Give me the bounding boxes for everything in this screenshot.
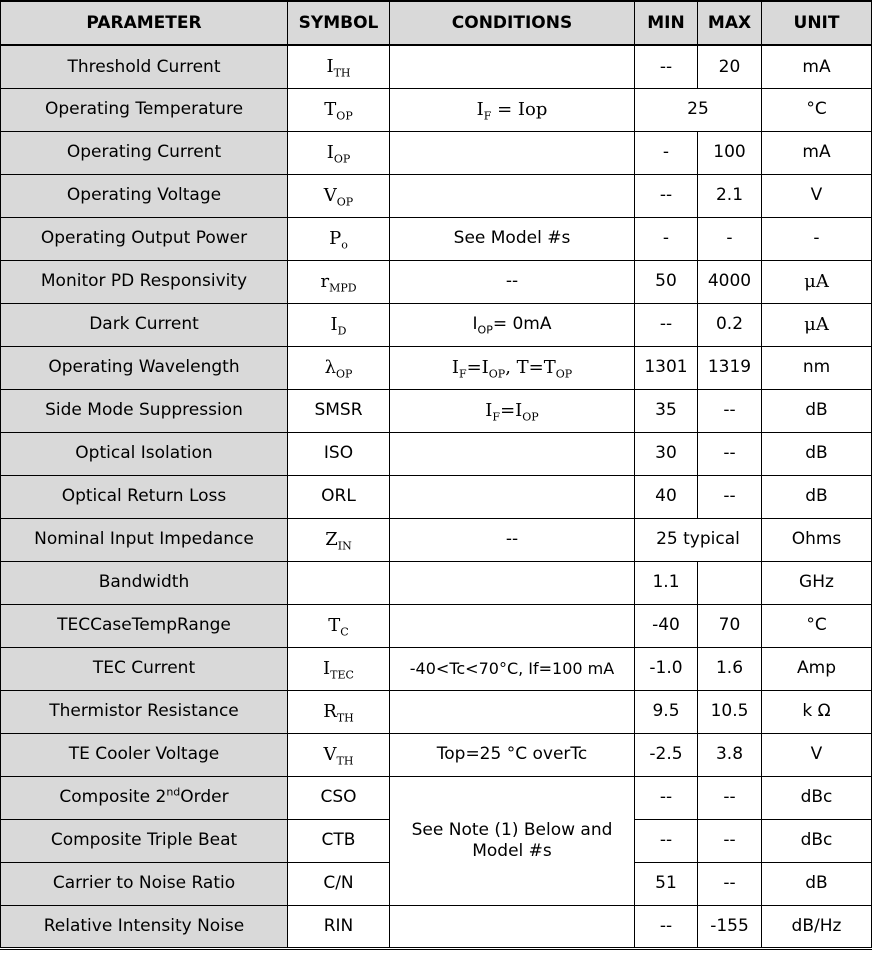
symbol-text: I (330, 313, 338, 335)
cond-subscript: OP (522, 410, 539, 424)
symbol-cell (288, 88, 390, 131)
param-text: Composite 2 (59, 787, 167, 808)
param-cell: Bandwidth (1, 561, 288, 604)
cond-subscript: F (483, 109, 492, 123)
max-cell: 20 (698, 45, 762, 88)
symbol-text: V (323, 743, 337, 765)
param-cell: Dark Current (1, 303, 288, 346)
max-cell: -- (698, 776, 762, 819)
conditions-cell: -- (390, 518, 635, 561)
conditions-cell: -- (390, 260, 635, 303)
cond-text: I (476, 98, 484, 120)
table-row (1, 647, 872, 690)
table-row (1, 776, 872, 819)
symbol-text: P (329, 227, 342, 249)
conditions-cell (390, 905, 635, 948)
min-cell: -- (635, 776, 698, 819)
cond-text: I (472, 314, 478, 335)
symbol-subscript: TH (333, 66, 351, 80)
unit-cell: Ohms (762, 518, 872, 561)
min-max-merged-cell: 25 (635, 88, 762, 131)
table-row (1, 475, 872, 518)
symbol-cell (288, 45, 390, 88)
symbol-subscript: MPD (329, 281, 357, 295)
param-cell: Operating Temperature (1, 88, 288, 131)
symbol-text: T (328, 614, 341, 636)
symbol-subscript: OP (336, 109, 353, 123)
table-row (1, 131, 872, 174)
unit-cell: V (762, 174, 872, 217)
min-cell: 1.1 (635, 561, 698, 604)
symbol-cell (288, 604, 390, 647)
conditions-cell (390, 45, 635, 88)
conditions-cell (390, 346, 635, 389)
symbol-text: Z (325, 528, 338, 550)
max-cell: -- (698, 475, 762, 518)
conditions-cell (390, 131, 635, 174)
max-cell: - (698, 217, 762, 260)
param-cell: Carrier to Noise Ratio (1, 862, 288, 905)
max-cell: -- (698, 389, 762, 432)
symbol-cell (288, 174, 390, 217)
min-cell: - (635, 131, 698, 174)
max-cell: 0.2 (698, 303, 762, 346)
unit-cell: dBc (762, 776, 872, 819)
symbol-text: I (326, 141, 334, 163)
unit-cell: dB (762, 389, 872, 432)
min-cell: - (635, 217, 698, 260)
max-cell: 2.1 (698, 174, 762, 217)
conditions-cell (390, 303, 635, 346)
param-cell: TEC Current (1, 647, 288, 690)
max-cell: -- (698, 819, 762, 862)
param-cell: Monitor PD Responsivity (1, 260, 288, 303)
cond-subscript: OP (477, 323, 493, 337)
symbol-text: I (323, 657, 331, 679)
symbol-cell (288, 647, 390, 690)
conditions-cell (390, 690, 635, 733)
symbol-subscript: OP (336, 367, 353, 381)
param-cell: Operating Current (1, 131, 288, 174)
conditions-cell (390, 389, 635, 432)
max-cell: 1319 (698, 346, 762, 389)
conditions-cell (390, 604, 635, 647)
param-cell: Threshold Current (1, 45, 288, 88)
cond-text: I (485, 399, 493, 421)
symbol-text: R (323, 700, 337, 722)
conditions-cell: See Model #s (390, 217, 635, 260)
header-unit: UNIT (762, 1, 872, 45)
table-row (1, 690, 872, 733)
min-cell: 40 (635, 475, 698, 518)
symbol-cell: SMSR (288, 389, 390, 432)
symbol-cell (288, 303, 390, 346)
cond-text: , T=T (505, 356, 556, 378)
symbol-subscript: C (340, 625, 349, 639)
symbol-cell (288, 260, 390, 303)
symbol-cell (288, 518, 390, 561)
min-cell: -- (635, 45, 698, 88)
cond-text: =I (466, 356, 489, 378)
table-row (1, 217, 872, 260)
symbol-cell: CTB (288, 819, 390, 862)
min-cell: 35 (635, 389, 698, 432)
unit-cell: GHz (762, 561, 872, 604)
min-cell: 51 (635, 862, 698, 905)
unit-cell: Amp (762, 647, 872, 690)
header-parameter: PARAMETER (1, 1, 288, 45)
table-row (1, 733, 872, 776)
table-row (1, 905, 872, 948)
max-cell: 4000 (698, 260, 762, 303)
table-row (1, 432, 872, 475)
merged-note-cell: See Note (1) Below and Model #s (390, 776, 635, 905)
unit-cell: dB/Hz (762, 905, 872, 948)
min-cell: 9.5 (635, 690, 698, 733)
param-superscript: nd (166, 785, 181, 799)
max-cell: 10.5 (698, 690, 762, 733)
symbol-subscript: TEC (330, 668, 354, 682)
table-row (1, 604, 872, 647)
symbol-cell (288, 346, 390, 389)
symbol-cell (288, 690, 390, 733)
unit-cell: μA (762, 303, 872, 346)
max-cell: -- (698, 432, 762, 475)
max-cell (698, 561, 762, 604)
unit-cell: dB (762, 475, 872, 518)
unit-cell: - (762, 217, 872, 260)
symbol-cell (288, 131, 390, 174)
param-text: Order (180, 787, 229, 808)
symbol-subscript: OP (333, 152, 351, 166)
table-row (1, 88, 872, 131)
conditions-cell (390, 561, 635, 604)
table-row (1, 346, 872, 389)
max-cell: -155 (698, 905, 762, 948)
cond-text: I (451, 356, 459, 378)
cond-subscript: OP (488, 367, 506, 381)
symbol-subscript: o (341, 238, 348, 252)
max-cell: 100 (698, 131, 762, 174)
symbol-text: T (324, 98, 337, 120)
unit-cell: mA (762, 45, 872, 88)
conditions-cell (390, 432, 635, 475)
header-row (1, 1, 872, 45)
conditions-cell: Top=25 °C overTc (390, 733, 635, 776)
min-cell: -- (635, 303, 698, 346)
header-min: MIN (635, 1, 698, 45)
table-row (1, 174, 872, 217)
param-cell: Relative Intensity Noise (1, 905, 288, 948)
min-cell: -40 (635, 604, 698, 647)
min-cell: 50 (635, 260, 698, 303)
param-cell: Operating Output Power (1, 217, 288, 260)
conditions-cell (390, 475, 635, 518)
header-max: MAX (698, 1, 762, 45)
min-cell: -1.0 (635, 647, 698, 690)
cond-text: = Iop (491, 98, 548, 120)
header-conditions: CONDITIONS (390, 1, 635, 45)
param-cell: TE Cooler Voltage (1, 733, 288, 776)
param-cell: Thermistor Resistance (1, 690, 288, 733)
min-cell: -2.5 (635, 733, 698, 776)
symbol-cell (288, 217, 390, 260)
symbol-cell: RIN (288, 905, 390, 948)
cond-subscript: F (492, 410, 501, 424)
symbol-subscript: TH (336, 754, 354, 768)
param-cell: TECCaseTempRange (1, 604, 288, 647)
table-row (1, 518, 872, 561)
cond-subscript: F (458, 367, 467, 381)
conditions-cell: -40<Tc<70°C, If=100 mA (390, 647, 635, 690)
table-row (1, 303, 872, 346)
unit-cell: °C (762, 604, 872, 647)
symbol-cell: ORL (288, 475, 390, 518)
param-cell (1, 776, 288, 819)
unit-cell: μA (762, 260, 872, 303)
symbol-subscript: D (337, 324, 347, 338)
unit-cell: k Ω (762, 690, 872, 733)
symbol-cell (288, 561, 390, 604)
min-cell: 1301 (635, 346, 698, 389)
symbol-text: I (326, 55, 334, 77)
conditions-cell (390, 174, 635, 217)
header-symbol: SYMBOL (288, 1, 390, 45)
unit-cell: dBc (762, 819, 872, 862)
unit-cell: nm (762, 346, 872, 389)
cond-text: =I (500, 399, 523, 421)
param-cell: Optical Isolation (1, 432, 288, 475)
max-cell: -- (698, 862, 762, 905)
max-cell: 1.6 (698, 647, 762, 690)
param-cell: Optical Return Loss (1, 475, 288, 518)
min-max-merged-cell: 25 typical (635, 518, 762, 561)
symbol-subscript: IN (337, 539, 352, 553)
cond-text: = 0mA (492, 314, 552, 335)
symbol-cell: CSO (288, 776, 390, 819)
min-cell: 30 (635, 432, 698, 475)
param-cell: Nominal Input Impedance (1, 518, 288, 561)
min-cell: -- (635, 905, 698, 948)
symbol-cell (288, 733, 390, 776)
table-row (1, 561, 872, 604)
unit-cell: dB (762, 432, 872, 475)
param-cell: Side Mode Suppression (1, 389, 288, 432)
conditions-cell (390, 88, 635, 131)
symbol-subscript: TH (336, 711, 354, 725)
max-cell: 70 (698, 604, 762, 647)
symbol-cell: C/N (288, 862, 390, 905)
min-cell: -- (635, 819, 698, 862)
unit-cell: V (762, 733, 872, 776)
min-cell: -- (635, 174, 698, 217)
symbol-subscript: OP (336, 195, 354, 209)
param-cell: Operating Voltage (1, 174, 288, 217)
symbol-text: V (323, 184, 337, 206)
cond-subscript: OP (555, 367, 573, 381)
table-row (1, 260, 872, 303)
param-cell: Composite Triple Beat (1, 819, 288, 862)
symbol-cell: ISO (288, 432, 390, 475)
symbol-text: r (320, 270, 330, 292)
symbol-text: λ (324, 356, 336, 378)
table-row (1, 389, 872, 432)
max-cell: 3.8 (698, 733, 762, 776)
param-cell: Operating Wavelength (1, 346, 288, 389)
unit-cell: °C (762, 88, 872, 131)
unit-cell: mA (762, 131, 872, 174)
table-row (1, 45, 872, 88)
unit-cell: dB (762, 862, 872, 905)
